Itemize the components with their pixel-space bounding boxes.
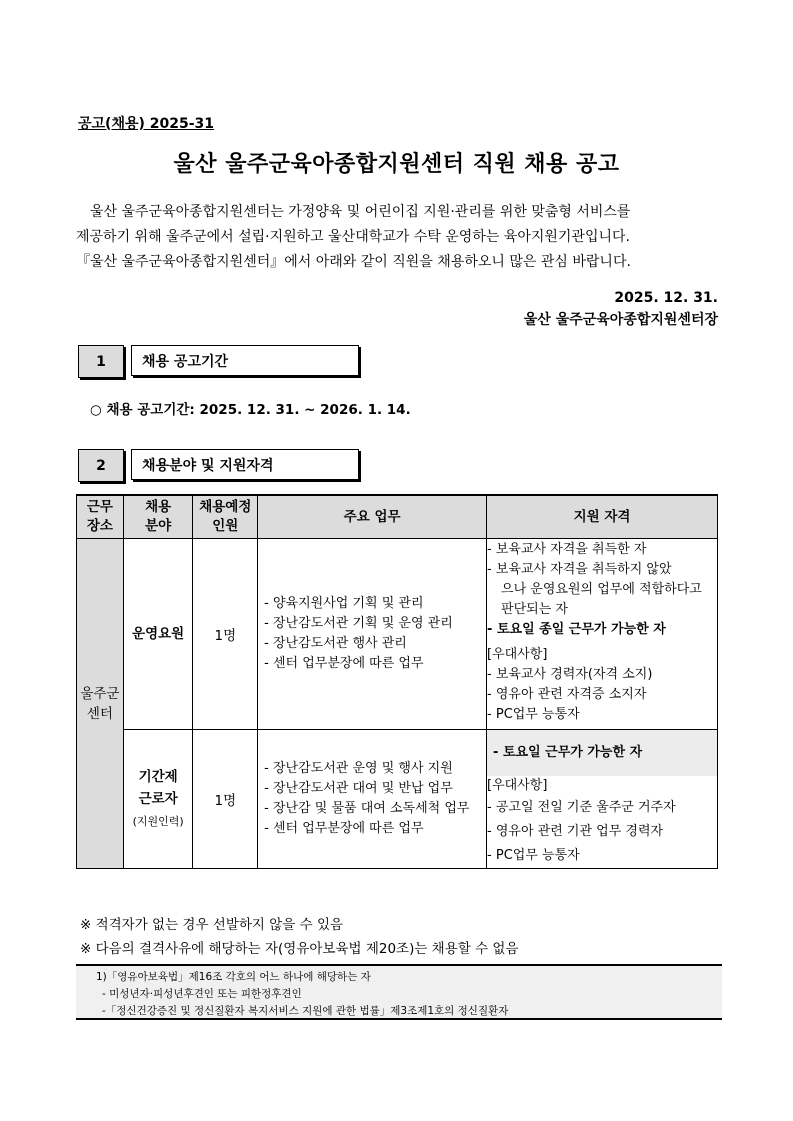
notice-number: 공고(채용) 2025-31	[78, 116, 215, 132]
count-temp-worker: 1명	[193, 730, 258, 869]
preferences-temp-worker	[487, 776, 718, 869]
work-location-line-2: 센터	[86, 705, 113, 722]
issue-date: 2025. 12. 31.	[614, 290, 718, 306]
qualifications-operations-staff	[487, 539, 718, 642]
duty-item: - 장난감도서관 대여 및 반납 업무	[264, 781, 453, 796]
duty-item: - 센터 업무분장에 따른 업무	[264, 821, 424, 836]
section-1-number: 1	[78, 345, 124, 378]
duty-item: - 장난감도서관 기획 및 운영 관리	[264, 616, 453, 631]
table-row	[77, 539, 718, 642]
issuer-name: 울산 울주군육아종합지원센터장	[523, 312, 718, 328]
qualification-item-cont: 으나 운영요원의 업무에 적합하다고	[501, 582, 702, 597]
preference-item: - 공고일 전일 기준 울주군 거주자	[487, 800, 676, 815]
recruitment-period: ○ 채용 공고기간: 2025. 12. 31. ~ 2026. 1. 14.	[90, 402, 411, 418]
preference-item: - PC업무 능통자	[487, 848, 580, 863]
header-field-line-2: 분야	[145, 518, 172, 534]
field-temp-worker-note: (지원인력)	[132, 814, 184, 828]
count-operations-staff: 1명	[193, 539, 258, 730]
preferences-operations-staff	[487, 641, 718, 730]
duty-item: - 장난감도서관 운영 및 행사 지원	[264, 761, 453, 776]
header-qualifications: 지원 자격	[487, 495, 718, 539]
legal-line-2: - 미성년자·피성년후견인 또는 피한정후견인	[102, 988, 302, 1000]
intro-paragraph	[76, 200, 720, 275]
duty-item: - 양육지원사업 기획 및 관리	[264, 596, 424, 611]
field-temp-worker-line-2: 근로자	[138, 790, 178, 807]
note-disqualification: ※ 다음의 결격사유에 해당하는 자(영유아보육법 제20조)는 채용할 수 없음	[80, 941, 519, 957]
header-location	[77, 495, 124, 539]
header-count-line-2: 인원	[212, 518, 239, 534]
preference-item: - PC업무 능통자	[487, 707, 580, 722]
work-location-cell	[77, 539, 124, 869]
field-operations-staff: 운영요원	[123, 539, 193, 730]
header-field	[123, 495, 193, 539]
field-temp-worker-line-1: 기간제	[138, 768, 178, 785]
preference-title: [우대사항]	[487, 778, 548, 793]
intro-line-2: 제공하기 위해 울주군에서 설립·지원하고 울산대학교가 수탁 운영하는 육아지원기관입니다.	[76, 229, 630, 245]
header-location-line-2: 장소	[86, 518, 113, 534]
intro-line-1: 울산 울주군육아종합지원센터는 가정양육 및 어린이집 지원·관리를 위한 맞춤형 서비스를	[90, 204, 631, 220]
preference-title: [우대사항]	[487, 647, 548, 662]
qualifications-temp-worker	[487, 730, 718, 777]
section-2-number: 2	[78, 449, 124, 482]
legal-line-1: 1)「영유아보육법」제16조 각호의 어느 하나에 해당하는 자	[96, 971, 371, 983]
qualification-item-saturday: - 토요일 종일 근무가 가능한 자	[487, 622, 666, 637]
duty-item: - 센터 업무분장에 따른 업무	[264, 656, 424, 671]
qualification-item-saturday: - 토요일 근무가 가능한 자	[493, 745, 643, 760]
preference-item: - 보육교사 경력자(자격 소지)	[487, 667, 653, 682]
preference-item: - 영유아 관련 기관 업무 경력자	[487, 824, 664, 839]
header-duties: 주요 업무	[258, 495, 487, 539]
qualification-item: - 보육교사 자격을 취득한 자	[487, 542, 647, 557]
duty-item: - 장난감 및 물품 대여 소독세척 업무	[264, 801, 470, 816]
preference-item: - 영유아 관련 자격증 소지자	[487, 687, 647, 702]
recruitment-table	[76, 494, 718, 869]
page-title: 울산 울주군육아종합지원센터 직원 채용 공고	[173, 152, 620, 177]
duties-operations-staff	[258, 539, 487, 730]
qualification-item-cont: 판단되는 자	[501, 602, 568, 617]
qualification-item: - 보육교사 자격을 취득하지 않았	[487, 562, 672, 577]
intro-line-3: 『울산 울주군육아종합지원센터』에서 아래와 같이 직원을 채용하오니 많은 관심 바랍니다.	[76, 254, 631, 270]
field-temp-worker	[123, 730, 193, 869]
duties-temp-worker	[258, 730, 487, 869]
legal-line-3: -「정신건강증진 및 정신질환자 복지서비스 지원에 관한 법률」제3조제1호의 정신질환자	[102, 1005, 509, 1017]
work-location-line-1: 울주군	[80, 685, 120, 702]
legal-box	[76, 964, 722, 1020]
header-field-line-1: 채용	[145, 499, 172, 515]
notes	[80, 913, 519, 961]
section-2-title: 채용분야 및 지원자격	[131, 449, 359, 480]
duty-item: - 장난감도서관 행사 관리	[264, 636, 407, 651]
issue-block	[524, 287, 718, 331]
note-no-selection: ※ 적격자가 없는 경우 선발하지 않을 수 있음	[80, 917, 344, 933]
table-row	[77, 730, 718, 777]
section-1-title: 채용 공고기간	[131, 345, 359, 376]
table-header-row	[77, 495, 718, 539]
header-location-line-1: 근무	[86, 499, 113, 515]
header-count	[193, 495, 258, 539]
header-count-line-1: 채용예정	[199, 499, 252, 515]
